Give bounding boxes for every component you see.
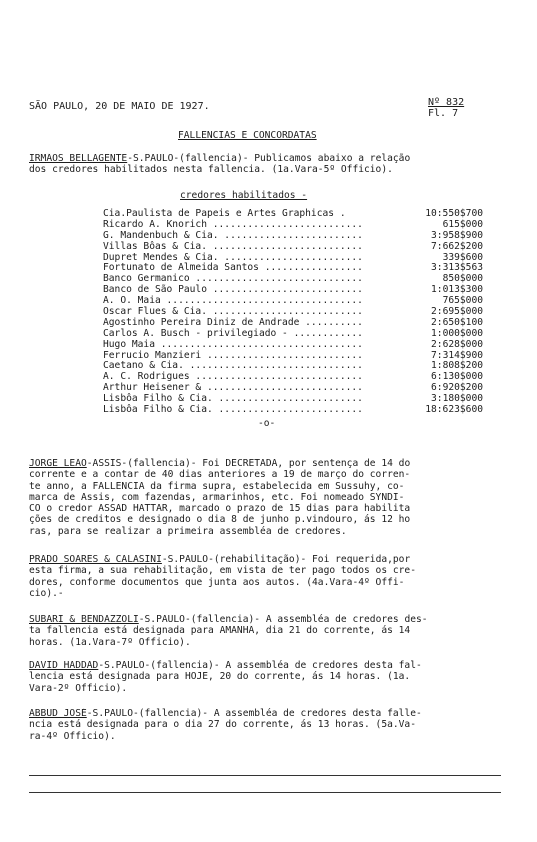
entry-abbud-jose — [29, 708, 501, 742]
creditor-name: Caetano & Cia. .............................. — [103, 360, 363, 372]
entry-text: -S.PAULO-(rehabilitação)- Foi requerida,por — [161, 554, 411, 565]
creditor-amount: 18:623$600 — [425, 404, 483, 416]
entry-line — [29, 614, 501, 625]
entry-line — [29, 588, 501, 599]
creditor-name: Ricardo A. Knorich .......................... — [103, 218, 363, 230]
entry-text: ncia está designada para o dia 27 do corrente, ás 13 horas. (5a.Va- — [29, 719, 416, 731]
creditor-name: Agostinho Pereira Diniz de Andrade .......... — [103, 316, 363, 328]
entry-line — [29, 503, 501, 514]
creditors-subheading: credores habilitados - — [180, 190, 308, 201]
creditor-amount: 2:695$000 — [431, 306, 483, 318]
entry-text: esta firma, a sua rehabilitação, em vista de ter pago todos os cre- — [29, 565, 416, 577]
entry-line — [29, 660, 501, 671]
entry-name: IRMÃOS BELLAGENTE — [29, 153, 128, 164]
entry-line — [29, 671, 501, 682]
entry-text: cio).- — [29, 587, 64, 599]
sheet-number: Fl. 7 — [428, 108, 459, 119]
creditor-amount: 6:130$000 — [431, 371, 483, 383]
creditor-row — [103, 360, 483, 371]
creditor-name: Dupret Mendes & Cia. ........................ — [103, 251, 363, 263]
creditor-row — [103, 328, 483, 339]
document-number: Nº 832 — [428, 97, 465, 108]
creditor-name: Cia.Paulista de Papeis e Artes Graphicas . — [103, 208, 346, 219]
entry-text: -S.PAULO-(fallencia)- A assembléa de credores desta falle- — [86, 708, 422, 719]
entry-name: PRADO SOARES & CALASINI — [29, 554, 162, 565]
creditor-name: Villas Bôas & Cia. .......................... — [103, 240, 363, 252]
entry-line — [29, 481, 501, 492]
entry-line — [29, 514, 501, 525]
creditor-name: A. O. Maia .................................. — [103, 295, 363, 307]
creditor-row — [103, 273, 483, 284]
creditor-amount: 3:313$563 — [431, 262, 483, 274]
entry-jorge-leao — [29, 458, 501, 537]
entry-text: -S.PAULO-(fallencia)- A assembléa de credores des- — [138, 614, 428, 625]
entry-text: marca de Assis, com fazendas, armarinhos, etc. Foi nomeado SYNDI- — [29, 491, 405, 503]
creditor-name: Hugo Maia ................................... — [103, 338, 363, 350]
entry-text: ra-4º Officio). — [29, 730, 116, 742]
creditor-row — [103, 262, 483, 273]
creditor-amount: 1:808$200 — [431, 360, 483, 372]
entry-text: lencia está designada para HOJE, 20 do corrente, ás 14 horas. (1a. — [29, 671, 411, 683]
creditor-amount: 7:314$900 — [431, 349, 483, 361]
entry-text: Vara-2º Officio). — [29, 682, 128, 694]
entry-line — [29, 683, 501, 694]
creditor-name: Lisbôa Filho & Cia. ......................... — [103, 393, 363, 405]
date-line: SÃO PAULO, 20 DE MAIO DE 1927. — [29, 101, 210, 112]
creditor-name: Banco de São Paulo .......................... — [103, 284, 363, 296]
creditor-name: A. C. Rodrigues ............................. — [103, 371, 363, 383]
creditor-amount: 765$000 — [442, 295, 483, 307]
creditor-amount: 3:180$000 — [431, 393, 483, 405]
creditor-name: Oscar Flues & Cia. .......................... — [103, 306, 363, 318]
entry-line — [29, 577, 501, 588]
entry-line — [29, 625, 501, 636]
creditor-name: Lisbôa Filho & Cia. ......................... — [103, 404, 363, 416]
entry-text: -S.PAULO-(fallencia)- Publicamos abaixo a relação — [127, 153, 411, 164]
creditor-row — [103, 208, 483, 219]
creditor-amount: 615$000 — [442, 218, 483, 230]
entry-david-haddad — [29, 660, 501, 694]
entry-line — [29, 731, 501, 742]
entry-line — [29, 469, 501, 480]
creditor-name: Arthur Heisener & ........................... — [103, 382, 363, 394]
creditor-name: Ferrucio Manzieri ........................... — [103, 349, 363, 361]
entry-text: ras, para se realizar a primeira assembléa de credores. — [29, 525, 347, 537]
creditor-amount: 339$600 — [442, 251, 483, 263]
creditor-row — [103, 404, 483, 415]
entry-line — [29, 719, 501, 730]
creditor-row — [103, 230, 483, 241]
creditor-row — [103, 241, 483, 252]
entry-name: ABBUD JOSÉ — [29, 708, 87, 719]
creditor-row — [103, 393, 483, 404]
creditor-name: Fortunato de Almeida Santos ................. — [103, 262, 363, 274]
entry-text: dores, conforme documentos que junta aos autos. (4a.Vara-4º Offi- — [29, 576, 405, 588]
entry-subari-bendazzoli — [29, 614, 501, 648]
creditor-amount: 3:958$900 — [431, 229, 483, 241]
entry-text: ções de creditos e designado o dia 8 de junho p.vindouro, ás 12 ho — [29, 514, 411, 526]
divider-line — [29, 775, 501, 776]
creditor-row — [103, 306, 483, 317]
creditor-name: G. Mandenbuch & Cia. ........................ — [103, 229, 363, 241]
creditor-row — [103, 219, 483, 230]
entry-name: SUBARI & BENDAZZOLI — [29, 614, 139, 625]
entry-line — [29, 565, 501, 576]
entry-line — [29, 708, 501, 719]
end-mark: -o- — [258, 418, 276, 429]
entry-line — [29, 554, 501, 565]
creditor-row — [103, 339, 483, 350]
section-title: FALLENCIAS E CONCORDATAS — [178, 130, 317, 141]
entry-name: JORGE LEÃO — [29, 458, 87, 469]
creditors-list — [103, 208, 483, 415]
creditor-row — [103, 371, 483, 382]
creditor-row — [103, 295, 483, 306]
entry-prado-soares — [29, 554, 501, 599]
creditor-row — [103, 252, 483, 263]
entry-text: corrente e a contar de 40 dias anteriores a 19 de março do corren- — [29, 469, 411, 481]
creditor-amount: 2:650$100 — [431, 316, 483, 328]
creditor-amount: 6:920$200 — [431, 382, 483, 394]
creditor-name: Banco Germanico ............................. — [103, 273, 363, 285]
divider-line — [29, 792, 501, 793]
creditor-amount: 7:662$200 — [431, 240, 483, 252]
creditor-amount: 2:628$000 — [431, 338, 483, 350]
creditor-name: Carlos A. Busch - privilegiado - ............ — [103, 327, 363, 339]
creditor-row — [103, 284, 483, 295]
entry-text: ta fallencia está designada para AMANHÃ, dia 21 do corrente, ás 14 — [29, 625, 411, 637]
creditor-row — [103, 382, 483, 393]
entry-text: horas. (1a.Vara-7º Officio). — [29, 636, 191, 648]
entry-line — [29, 637, 501, 648]
entry-text: -S.PAULO-(fallencia)- A assembléa de credores desta fal- — [98, 660, 422, 671]
entry-first-line — [29, 153, 501, 164]
entry-text: -ASSIS-(fallencia)- Foi DECRETADA, por sentença de 14 do — [86, 458, 411, 469]
entry-line — [29, 458, 501, 469]
entry-name: DAVID HADDAD — [29, 660, 99, 671]
entry-text: CO o credor ASSAD HATTAR, marcado o prazo de 15 dias para habilita — [29, 503, 411, 515]
creditor-amount: 1:000$000 — [431, 327, 483, 339]
creditor-row — [103, 350, 483, 361]
creditor-amount: 1:013$300 — [431, 284, 483, 296]
entry-text: te anno, a FALLENCIA da firma supra, estabelecida em Sussuhy, co- — [29, 480, 405, 492]
entry-line — [29, 526, 501, 537]
creditor-row — [103, 317, 483, 328]
entry-irmaos-bellagente — [29, 153, 501, 176]
creditor-amount: 850$000 — [442, 273, 483, 285]
entry-text: dos credores habilitados nesta fallencia. (1a.Vara-5º Officio). — [29, 164, 393, 176]
entry-line — [29, 492, 501, 503]
creditor-amount: 10:550$700 — [425, 208, 483, 219]
